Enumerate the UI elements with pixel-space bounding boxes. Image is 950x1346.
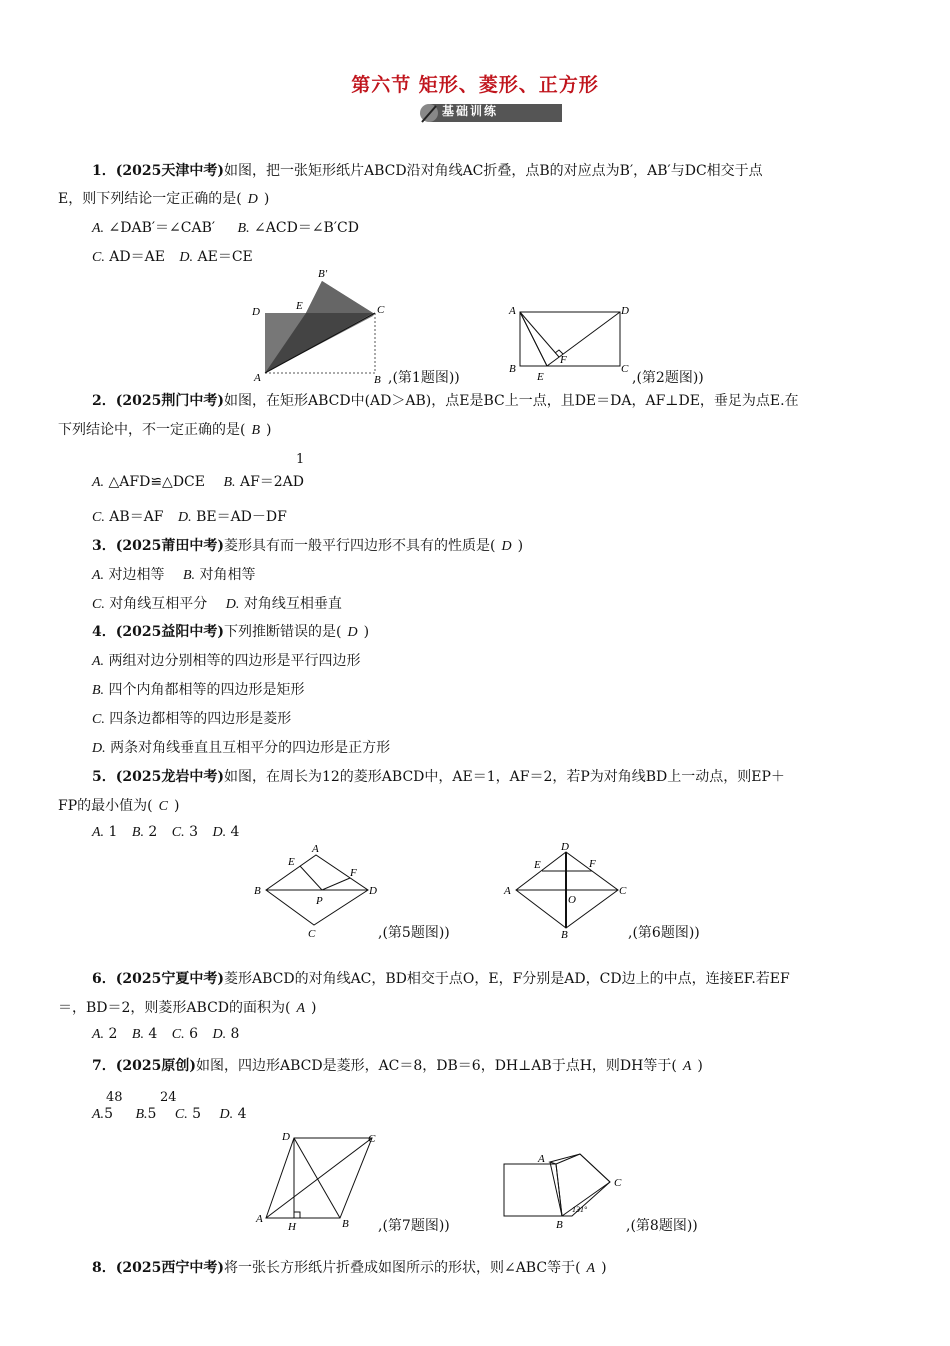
- q4-answer: D: [347, 625, 358, 640]
- q3-line1: [92, 535, 523, 555]
- fig8-label-b: B: [556, 1219, 563, 1230]
- q4-opt-a: 两组对边分别相等的四边形是平行四边形: [108, 653, 361, 669]
- q3-answer: D: [501, 539, 512, 554]
- q4-opt-c-label: C.: [92, 712, 105, 727]
- q2-options-cd: [92, 506, 287, 526]
- q7-frac-b-top: 24: [160, 1090, 177, 1105]
- q1-opt-a-label: A.: [92, 221, 105, 236]
- fig1-caption: ,(第1题图)): [388, 370, 460, 386]
- q6-opt-a-label: A.: [92, 1027, 105, 1042]
- q3-options-ab: [92, 564, 255, 584]
- q1-opt-d-label: D.: [179, 250, 194, 265]
- q7-opt-d-label: D.: [219, 1107, 234, 1122]
- q1-source: (2025天津中考): [115, 163, 224, 179]
- fig5-label-e: E: [288, 856, 295, 868]
- q7-frac-a-top: 48: [106, 1090, 123, 1105]
- q6-options: [92, 1026, 239, 1043]
- q5-opt-a: 1: [108, 824, 118, 840]
- q5-opt-a-label: A.: [92, 825, 105, 840]
- q6-text: 菱形ABCD的对角线AC，BD相交于点O，E，F分别是AD，CD边上的中点，连接EF.若EF: [223, 971, 790, 987]
- q6-opt-a: 2: [108, 1026, 118, 1042]
- fig2-label-d: D: [621, 305, 629, 317]
- q5-line2: [58, 795, 179, 815]
- q2-opt-d: BE＝AD－DF: [196, 509, 287, 525]
- q5-text: 如图，在周长为12的菱形ABCD中，AE＝1，AF＝2，若P为对角线BD上一动点，则EP＋: [223, 769, 785, 785]
- q5-paren: ): [173, 798, 180, 814]
- q5-answer: C: [158, 799, 168, 814]
- fig7-label-d: D: [282, 1131, 290, 1143]
- q1-opt-b-label: B.: [237, 221, 250, 236]
- q3-source: (2025莆田中考): [115, 538, 224, 554]
- q4-text: 下列推断错误的是(: [223, 624, 342, 640]
- q7-options: [92, 1106, 247, 1123]
- q6-line2: [58, 997, 317, 1017]
- fig5-label-f: F: [350, 867, 357, 879]
- fig5-label-c: C: [308, 928, 316, 940]
- q6-paren: ): [311, 1000, 317, 1016]
- q8-line1: [92, 1257, 607, 1277]
- q2-source: (2025荆门中考): [115, 393, 224, 409]
- q1-text: 如图，把一张矩形纸片ABCD沿对角线AC折叠，点B的对应点为B′，AB′与DC相交于点: [223, 163, 763, 179]
- q3-opt-a: 对边相等: [108, 567, 165, 583]
- fig5-label-p: P: [316, 895, 323, 907]
- q8-paren: ): [601, 1260, 607, 1276]
- figure-5: [250, 843, 390, 943]
- q6-source: (2025宁夏中考): [115, 971, 224, 987]
- fig1-label-a: A: [254, 372, 261, 384]
- fig8-label-c: C: [614, 1177, 622, 1189]
- q7-opt-d: 4: [237, 1106, 247, 1122]
- fig5-caption: ,(第5题图)): [378, 925, 450, 941]
- q4-opt-c-row: [92, 708, 291, 728]
- q2-number: 2．: [92, 393, 116, 409]
- q4-opt-b: 四个内角都相等的四边形是矩形: [108, 682, 305, 698]
- q2-options-ab: [92, 471, 304, 491]
- q2-opt-d-label: D.: [177, 510, 192, 525]
- q5-opt-d-label: D.: [212, 825, 227, 840]
- q7-opt-c-label: C.: [174, 1107, 188, 1122]
- q4-paren: ): [363, 624, 370, 640]
- q8-source: (2025西宁中考): [115, 1260, 224, 1276]
- q8-text: 将一张长方形纸片折叠成如图所示的形状，则∠ABC等于(: [223, 1260, 581, 1276]
- fig7-label-h: H: [288, 1221, 296, 1233]
- q2-opt-a: △AFD≌△DCE: [108, 474, 205, 490]
- q3-opt-c: 对角线互相平分: [109, 596, 208, 612]
- q2-answer: B: [251, 423, 261, 438]
- q6-answer: A: [296, 1001, 306, 1016]
- q3-opt-b: 对角相等: [199, 567, 256, 583]
- q6-line1: [92, 968, 790, 988]
- q1-options-ab: [92, 217, 359, 237]
- q4-opt-a-label: A.: [92, 654, 105, 669]
- q8-number: 8．: [92, 1260, 116, 1276]
- q1-opt-c-label: C.: [92, 250, 105, 265]
- q7-line1: [92, 1055, 703, 1075]
- q5-opt-c-label: C.: [171, 825, 185, 840]
- figure-6: [500, 840, 640, 940]
- q3-number: 3．: [92, 538, 116, 554]
- q2-opt-c-label: C.: [92, 510, 105, 525]
- q6-text2: ＝，BD＝2，则菱形ABCD的面积为(: [58, 1000, 291, 1016]
- q2-frac-top: 1: [296, 452, 305, 467]
- q5-number: 5．: [92, 769, 116, 785]
- fig5-label-d: D: [369, 885, 377, 897]
- q6-opt-c-label: C.: [171, 1027, 185, 1042]
- fig5-label-a: A: [312, 843, 319, 855]
- q5-options: [92, 824, 239, 841]
- fig8-angle-label: 131°: [572, 1205, 588, 1214]
- q1-opt-d: AE＝CE: [197, 249, 253, 265]
- fig2-caption: ,(第2题图)): [632, 370, 704, 386]
- q2-text2: 下列结论中，不一定正确的是(: [58, 422, 246, 438]
- q3-options-cd: [92, 593, 342, 613]
- fig6-label-c: C: [619, 885, 627, 897]
- q7-paren: ): [697, 1058, 703, 1074]
- q4-line1: [92, 621, 369, 641]
- q7-source: (2025原创): [115, 1058, 196, 1074]
- q6-opt-d-label: D.: [212, 1027, 227, 1042]
- q1-opt-c: AD＝AE: [109, 249, 165, 265]
- figure-7: [252, 1128, 387, 1233]
- q2-paren: ): [266, 422, 272, 438]
- q3-paren: ): [517, 538, 524, 554]
- q8-answer: A: [586, 1261, 596, 1276]
- q7-text: 如图，四边形ABCD是菱形，AC＝8，DB＝6，DH⊥AB于点H，则DH等于(: [195, 1058, 677, 1074]
- q1-line1: [92, 160, 763, 180]
- q5-line1: [92, 766, 785, 786]
- q2-opt-c: AB＝AF: [109, 509, 164, 525]
- q3-text: 菱形具有而一般平行四边形不具有的性质是(: [223, 538, 496, 554]
- figure-8: [500, 1150, 630, 1230]
- q4-opt-d: 两条对角线垂直且互相平分的四边形是正方形: [110, 740, 391, 756]
- q2-text: 如图，在矩形ABCD中(AD＞AB)，点E是BC上一点，且DE＝DA，AF⊥DE，垂足为点E.在: [223, 393, 799, 409]
- q5-source: (2025龙岩中考): [115, 769, 224, 785]
- q3-opt-b-label: B.: [182, 568, 196, 583]
- q2-opt-b: AF＝2AD: [239, 474, 305, 490]
- fig2-label-e: E: [537, 371, 544, 383]
- fig6-label-f: F: [589, 858, 596, 870]
- q3-opt-a-label: A.: [92, 568, 105, 583]
- fig7-caption: ,(第7题图)): [378, 1218, 450, 1234]
- q6-opt-b: 4: [148, 1026, 158, 1042]
- q4-opt-c: 四条边都相等的四边形是菱形: [109, 711, 292, 727]
- q1-answer: D: [247, 192, 258, 207]
- fig6-label-e: E: [534, 859, 541, 871]
- q6-number: 6．: [92, 971, 116, 987]
- q6-opt-c: 6: [189, 1026, 198, 1042]
- fig6-label-b: B: [561, 929, 568, 940]
- fig6-label-d: D: [561, 841, 569, 853]
- q1-text2: E，则下列结论一定正确的是(: [58, 191, 242, 207]
- fig7-label-a: A: [256, 1213, 263, 1225]
- q1-paren: ): [263, 191, 270, 207]
- q2-opt-b-label: B.: [223, 475, 236, 490]
- q3-opt-d-label: D.: [225, 597, 240, 612]
- q3-opt-c-label: C.: [92, 597, 105, 612]
- fig7-label-c: C: [368, 1133, 376, 1145]
- fig1-label-e: E: [296, 300, 303, 312]
- q7-opt-c: 5: [192, 1106, 202, 1122]
- q7-opt-a-label: A.: [92, 1107, 105, 1122]
- fig6-label-o: O: [568, 894, 576, 906]
- figure-1: [250, 265, 390, 385]
- q3-opt-d: 对角线互相垂直: [243, 596, 342, 612]
- fig2-label-c: C: [621, 363, 629, 375]
- page-title: 第六节 矩形、菱形、正方形: [351, 74, 599, 96]
- q4-opt-d-row: [92, 737, 390, 757]
- q2-line1: [92, 390, 799, 410]
- fig1-label-d: D: [252, 306, 260, 318]
- q4-opt-a-row: [92, 650, 361, 670]
- q5-text2: FP的最小值为(: [58, 798, 153, 814]
- q5-opt-d: 4: [230, 824, 240, 840]
- fig8-label-a: A: [538, 1153, 545, 1165]
- q1-opt-b: ∠ACD＝∠B′CD: [254, 220, 359, 236]
- fig5-label-b: B: [254, 885, 261, 897]
- q7-opt-b-label: B.: [135, 1107, 148, 1122]
- q4-opt-d-label: D.: [92, 741, 106, 756]
- fig2-label-a: A: [509, 305, 516, 317]
- q4-opt-b-row: [92, 679, 305, 699]
- q5-opt-b: 2: [148, 824, 158, 840]
- q4-number: 4．: [92, 624, 116, 640]
- q2-opt-a-label: A.: [92, 475, 105, 490]
- fig2-label-f: F: [560, 354, 567, 366]
- q4-opt-b-label: B.: [92, 683, 105, 698]
- q1-number: 1．: [92, 163, 116, 179]
- fig7-label-b: B: [342, 1218, 349, 1230]
- fig2-label-b: B: [509, 363, 516, 375]
- q7-opt-b: 5: [147, 1106, 157, 1122]
- q6-opt-b-label: B.: [131, 1027, 144, 1042]
- fig6-caption: ,(第6题图)): [628, 925, 700, 941]
- q7-number: 7．: [92, 1058, 116, 1074]
- q5-opt-c: 3: [189, 824, 198, 840]
- fig1-label-bp: B′: [318, 268, 328, 280]
- q1-options-cd: [92, 246, 253, 266]
- fig1-label-b: B: [374, 374, 381, 385]
- fig8-caption: ,(第8题图)): [626, 1218, 698, 1234]
- fig6-label-a: A: [504, 885, 511, 897]
- q1-line2: [58, 188, 269, 208]
- figure-2: [505, 300, 635, 385]
- q1-opt-a: ∠DAB′＝∠CAB′: [108, 220, 216, 236]
- q2-line2: [58, 419, 272, 439]
- banner-label: 基础训练: [442, 104, 499, 118]
- q6-opt-d: 8: [230, 1026, 240, 1042]
- q5-opt-b-label: B.: [131, 825, 144, 840]
- q7-answer: A: [682, 1059, 692, 1074]
- fig1-label-c: C: [377, 304, 385, 316]
- q7-opt-a: 5: [104, 1106, 113, 1122]
- q4-source: (2025益阳中考): [115, 624, 224, 640]
